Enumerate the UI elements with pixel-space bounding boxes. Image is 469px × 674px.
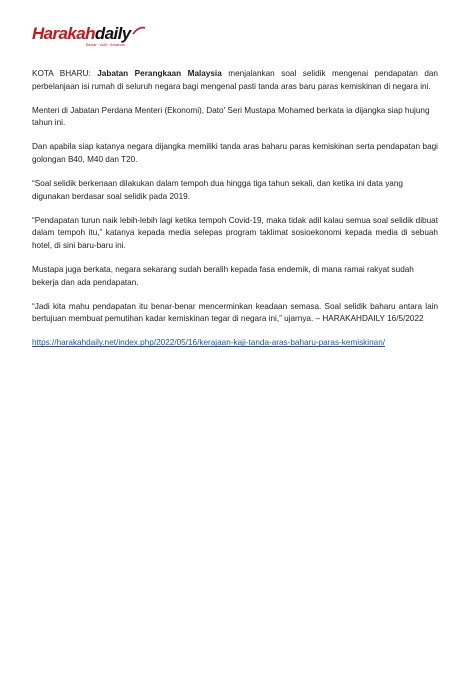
logo-part-harakah: Harakah (32, 24, 95, 43)
agency-name: Jabatan Perangkaan Malaysia (97, 69, 222, 78)
harakahdaily-logo (32, 24, 142, 54)
logo-swoosh-icon (132, 26, 146, 36)
paragraph-1-text: menjalankan soal selidik mengenai pendapatan dan perbelanjaan isi rumah di seluruh negara bagi mengenal pasti tanda aras baru paras kemiskinan di negara ini. (32, 69, 438, 91)
paragraph-6: Mustapa juga berkata, negara sekarang sudah beralih kepada fasa endemik, di mana ramai rakyat sudah bekerja dan ada pendapatan. (32, 265, 414, 287)
logo-tagline: Benar · Adil · Amanah (86, 42, 125, 47)
logo-part-daily: daily (94, 24, 131, 43)
paragraph-5: “Pendapatan turun naik lebih-lebih lagi ketika tempoh Covid-19, maka tidak adil kalau semua soal selidik dibuat dalam tempoh itu,” katanya kepada media selepas program taklimat sosioekonomi kepada media di sebuah hotel, di sini baru-baru ini. (32, 215, 438, 250)
paragraph-2: Menteri di Jabatan Perdana Menteri (Ekonomi), Dato' Seri Mustapa Mohamed berkata ia dijangka siap hujung tahun ini. (32, 105, 430, 128)
paragraph-3: Dan apabila siap katanya negara dijangka memiliki tanda aras baharu paras kemiskinan serta pendapatan bagi golongan B40, M40 dan T20. (32, 142, 438, 164)
paragraph-7: “Jadi kita mahu pendapatan itu benar-benar mencerminkan keadaan semasa. Soal selidik baharu antara lain bertujuan membuat pemutihan kadar kemiskinan tegar di negara ini,” ujarnya. – HARAKAHDAILY 16/5/2022 (32, 301, 438, 324)
source-link-paragraph (32, 337, 438, 350)
source-link[interactable]: https://harakahdaily.net/index.php/2022/05/16/kerajaan-kaji-tanda-aras-baharu-paras-kemiskinan/ (32, 338, 386, 348)
paragraph-1 (32, 68, 438, 93)
logo-wordmark (32, 24, 142, 44)
paragraph-4: “Soal selidik berkenaan dilakukan dalam tempoh dua hingga tiga tahun sekali, dan ketika ini data yang digunakan berdasar soal selidik pada 2019. (32, 179, 403, 201)
dateline: KOTA BHARU: (32, 69, 98, 78)
article-body (32, 68, 438, 362)
